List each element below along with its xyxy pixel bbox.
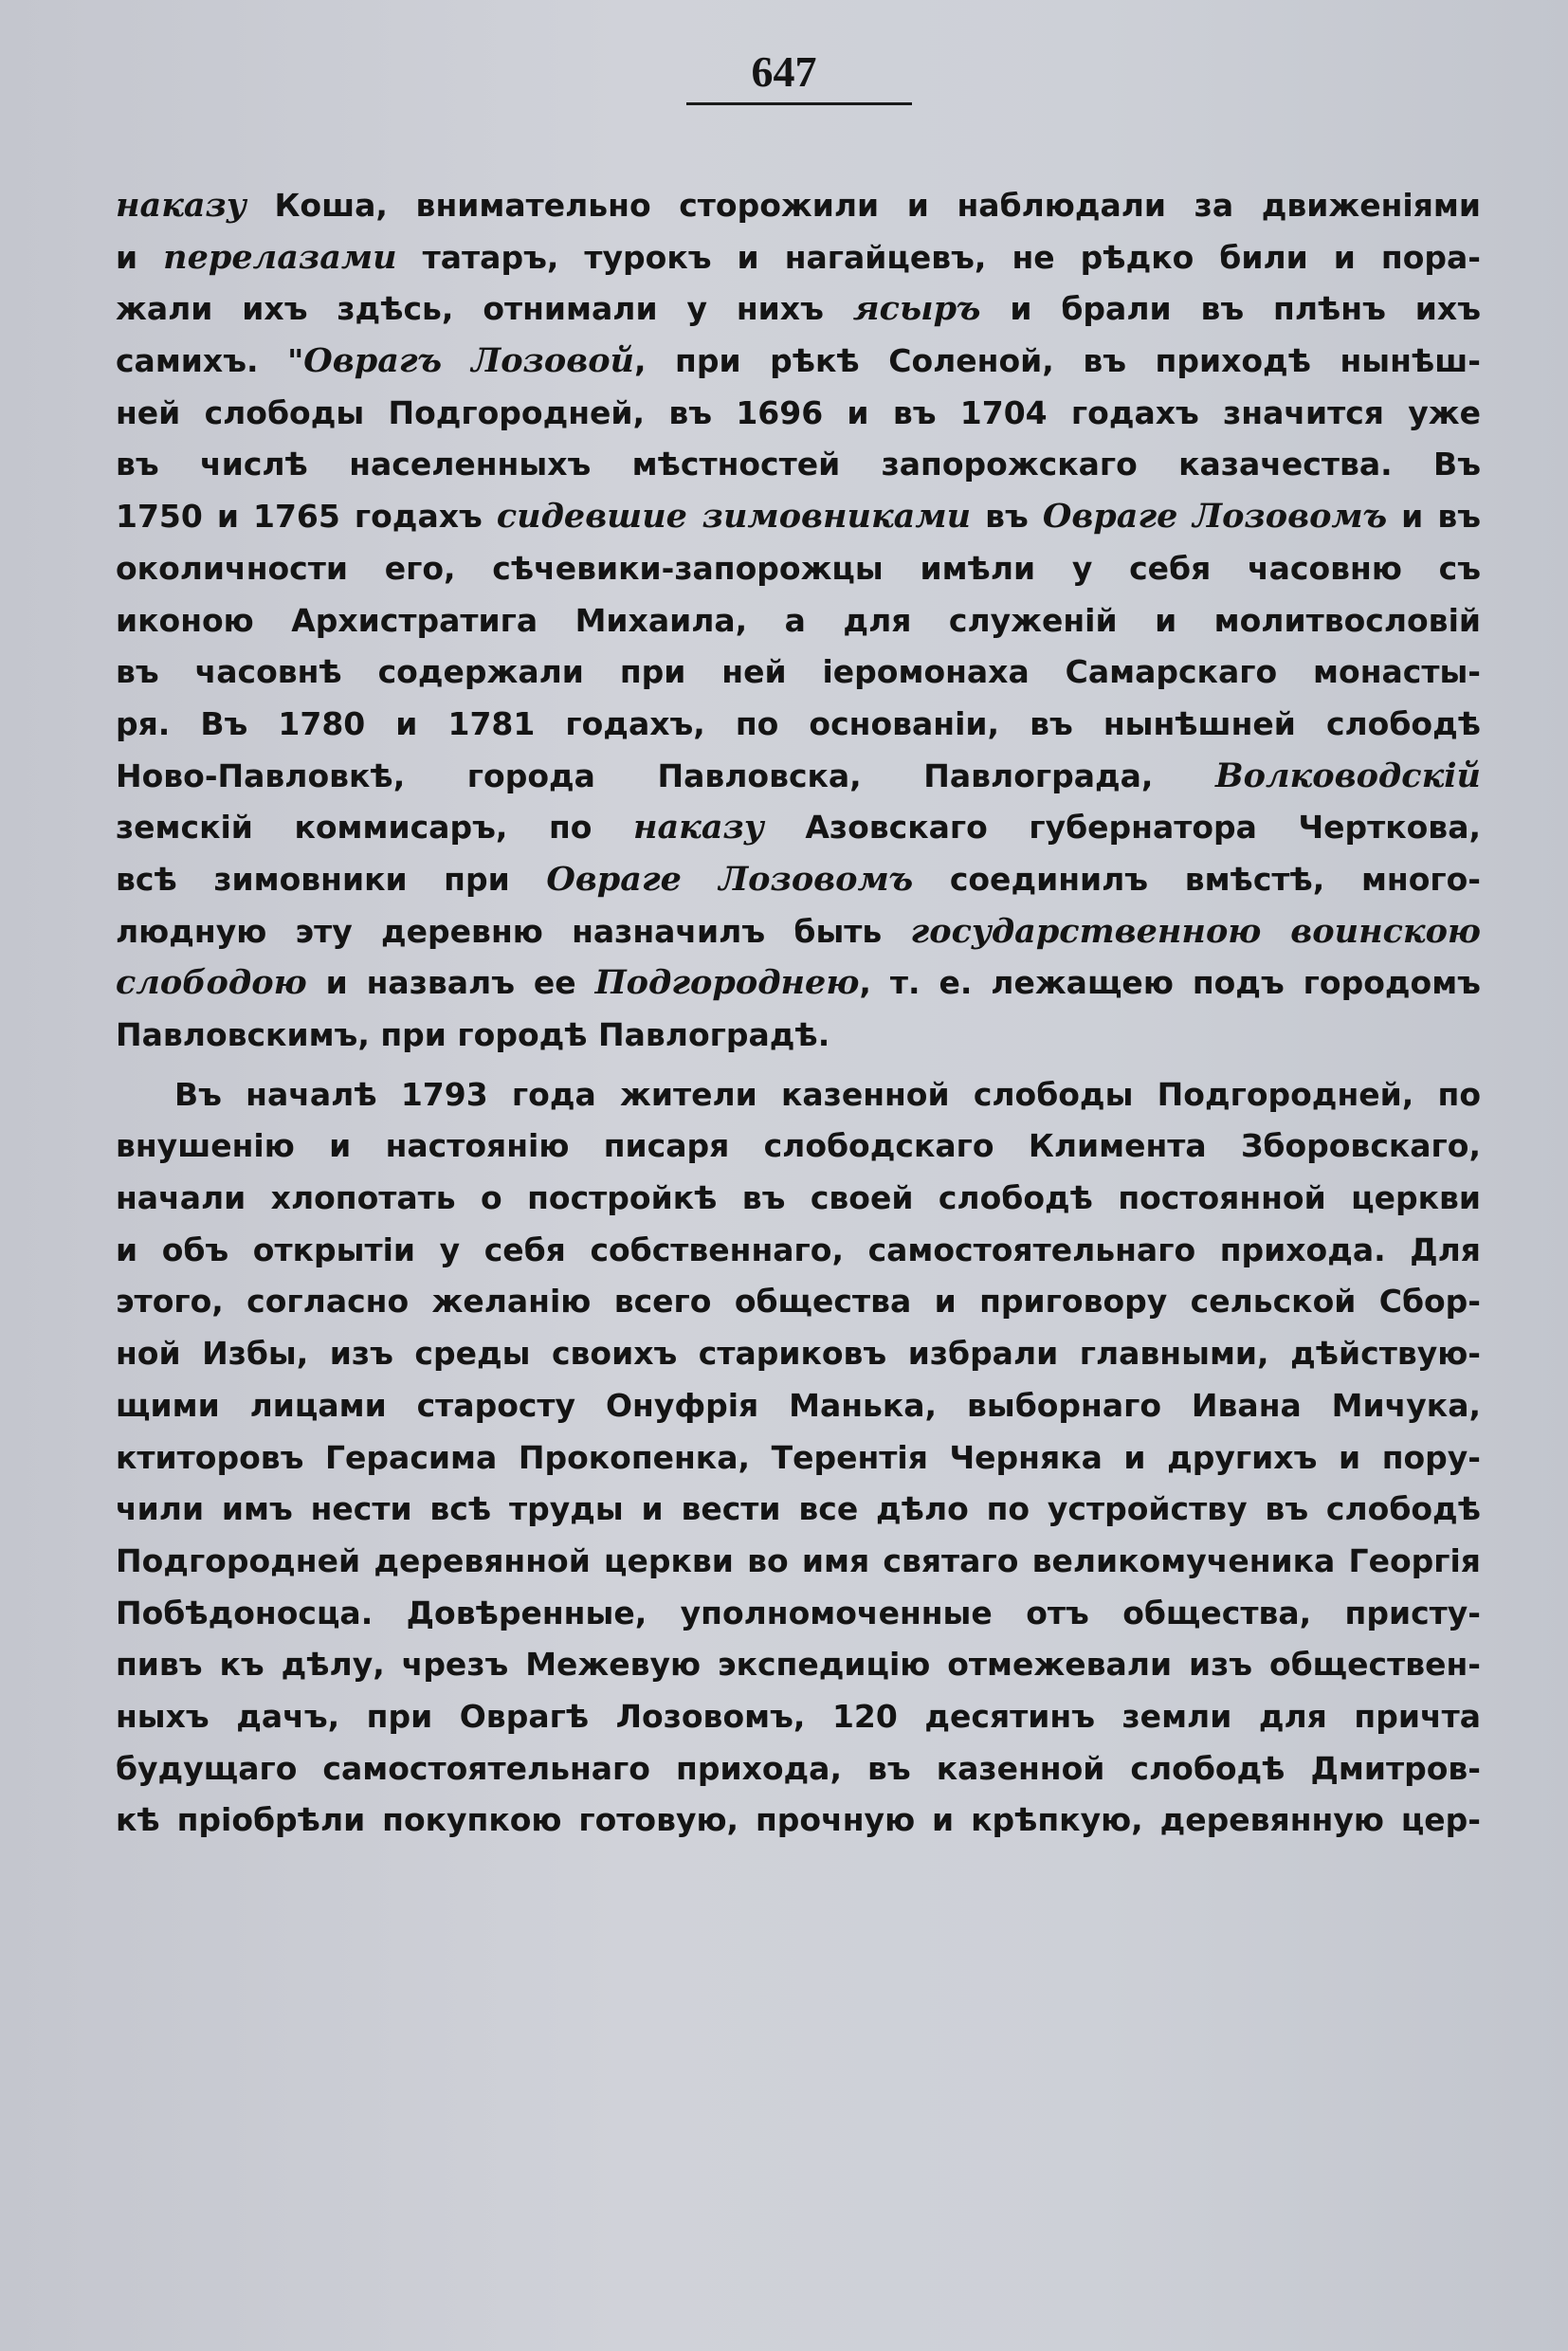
text-segment: ней слободы Подгородней, въ 1696 и въ 1704 годахъ значится уже [116,393,1481,431]
text-body [116,180,1481,1847]
text-segment: и назвалъ ее [306,964,595,1002]
text-segment: Азовскаго губернатора Черткова, [763,809,1481,847]
text-segment: ря. Въ 1780 и 1781 годахъ, по основаніи, въ нынѣшней слободѣ [116,704,1481,742]
text-segment: въ [971,498,1043,536]
text-segment: иконою Архистратига Михаила, а для служеній и молитвословій [116,601,1481,639]
text-line [116,595,1481,647]
text-segment: Побѣдоносца. Довѣренные, уполномоченные отъ общества, присту- [116,1594,1481,1631]
text-line [116,1536,1481,1588]
italic-term: Овраге Лозовомъ [546,859,914,899]
text-segment: Ново-Павловкѣ, города Павловска, Павлограда, [116,756,1216,794]
text-line [116,1121,1481,1173]
text-line [116,1173,1481,1225]
italic-term: наказу [116,186,246,225]
text-line [116,283,1481,336]
italic-term: Волководскій [1215,756,1481,795]
text-line [116,1432,1481,1485]
text-segment: соединилъ вмѣстѣ, много- [913,860,1481,898]
italic-term: сидевшие зимовниками [496,497,972,537]
text-segment: Подгородней деревянной церкви во имя святаго великомученика Георгія [116,1541,1481,1579]
text-segment: людную эту деревню назначилъ быть [116,912,911,950]
text-segment: Въ началѣ 1793 года жители казенной слободы Подгородней, по [174,1075,1481,1113]
italic-term: Подгороднею [594,963,860,1003]
text-segment: ктиторовъ Герасима Прокопенка, Терентія Черняка и другихъ и пору- [116,1438,1481,1476]
text-line [116,1484,1481,1536]
text-line [116,336,1481,388]
text-segment: этого, согласно желанію всего общества и приговору сельской Сбор- [116,1283,1481,1321]
text-segment: будущаго самостоятельнаго прихода, въ казенной слободѣ Дмитров- [116,1749,1481,1787]
text-line [116,1743,1481,1795]
text-line [116,439,1481,491]
text-line [116,1639,1481,1691]
italic-term: наказу [632,808,764,847]
text-segment: начали хлопотать о постройкѣ въ своей слободѣ постоянной церкви [116,1179,1481,1217]
text-line [116,232,1481,284]
text-segment: въ числѣ населенныхъ мѣстностей запорожскаго казачества. Въ [116,446,1481,483]
text-segment: Коша, внимательно сторожили и наблюдали за движеніями [246,187,1481,224]
text-segment: ной Избы, изъ среды своихъ стариковъ избрали главными, дѣйствую- [116,1335,1481,1373]
text-line [116,1276,1481,1328]
page-number: 647 [751,47,817,96]
text-segment: ныхъ дачъ, при Оврагѣ Лозовомъ, 120 десятинъ земли для причта [116,1697,1481,1735]
text-line [116,180,1481,232]
text-segment: 1750 и 1765 годахъ [116,498,497,536]
text-segment: , при рѣкѣ Соленой, въ приходѣ нынѣш- [634,342,1481,380]
text-segment: околичности его, сѣчевики-запорожцы имѣли у себя часовню съ [116,549,1481,587]
text-segment: и брали въ плѣнъ ихъ [980,290,1481,328]
italic-term: ясыръ [852,289,981,329]
text-segment: всѣ зимовники при [116,860,547,898]
text-line [116,647,1481,699]
text-segment: внушенію и настоянію писаря слободскаго Климента Зборовскаго, [116,1127,1481,1165]
page-number-rule [686,102,912,105]
italic-term: перелазами [163,237,397,277]
italic-term: Оврагъ Лозовой [303,341,634,381]
text-segment: и [116,238,164,276]
text-line [116,854,1481,906]
text-segment: жали ихъ здѣсь, отнимали у нихъ [116,290,853,328]
text-line [116,751,1481,803]
text-line [116,957,1481,1010]
text-line [116,1010,1481,1062]
italic-term: Овраге Лозовомъ [1042,497,1388,537]
text-line [116,1328,1481,1380]
text-line [116,1380,1481,1432]
text-line [116,699,1481,751]
text-line [116,1795,1481,1847]
text-segment: кѣ пріобрѣли покупкою готовую, прочную и крѣпкую, деревянную цер- [116,1801,1481,1839]
text-line [116,1691,1481,1743]
text-segment: самихъ. " [116,342,304,380]
text-segment: , т. е. лежащею подъ городомъ [859,964,1481,1002]
text-line [116,906,1481,958]
italic-term: государственною воинскою [910,911,1481,951]
text-line [116,1225,1481,1277]
italic-term: слободою [116,963,307,1003]
text-line [116,543,1481,595]
text-line [116,1069,1481,1121]
text-line [116,1588,1481,1640]
text-segment: и объ открытіи у себя собственнаго, самостоятельнаго прихода. Для [116,1230,1481,1268]
text-segment: и въ [1387,498,1481,536]
text-segment: въ часовнѣ содержали при ней іеромонаха Самарскаго монасты- [116,653,1481,691]
text-segment: пивъ къ дѣлу, чрезъ Межевую экспедицію отмежевали изъ обществен- [116,1646,1481,1684]
text-segment: земскій коммисаръ, по [116,809,633,847]
text-segment: Павловскимъ, при городѣ Павлоградѣ. [116,1016,830,1053]
text-segment: щими лицами старосту Онуфрія Манька, выборнаго Ивана Мичука, [116,1386,1481,1424]
text-line [116,388,1481,440]
text-segment: татаръ, турокъ и нагайцевъ, не рѣдко били и пора- [396,238,1481,276]
text-line [116,491,1481,543]
text-line [116,802,1481,854]
text-segment: чили имъ нести всѣ труды и вести все дѣло по устройству въ слободѣ [116,1490,1481,1528]
